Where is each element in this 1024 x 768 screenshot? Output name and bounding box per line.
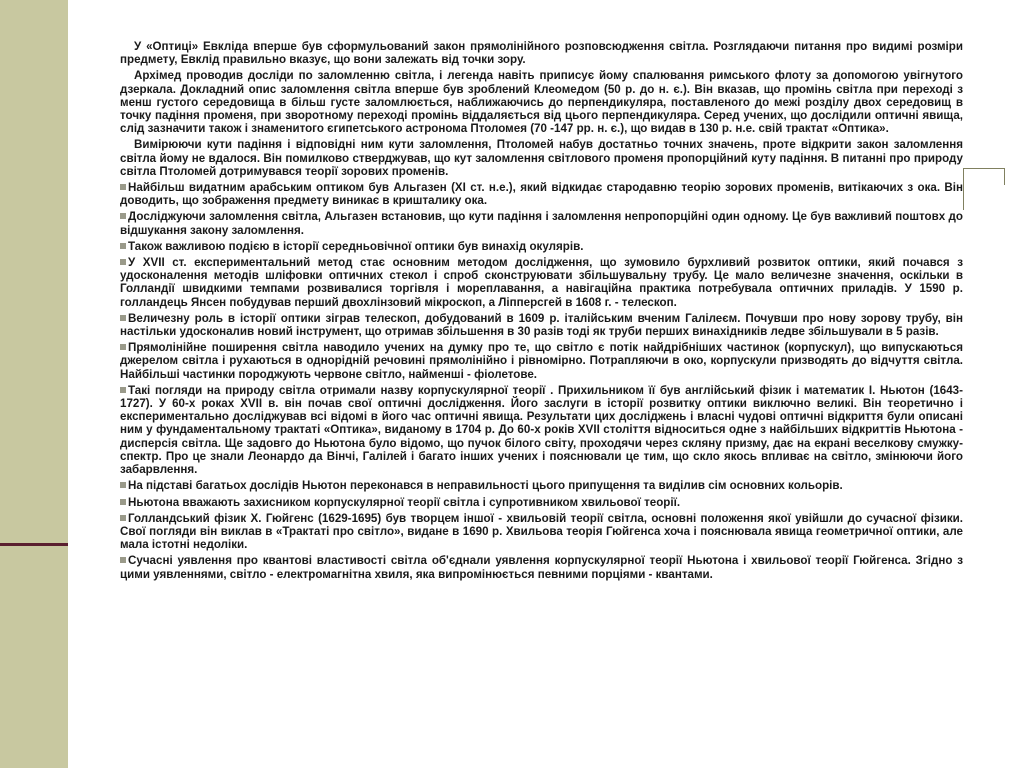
paragraph-text: Вимірюючи кути падіння і відповідні ним кути заломлення, Птоломей набув достатньо точних значень, проте відкрити закон заломлення світла йому не вдалося. Він помилково стверджував, що кут заломлення світлового променя пропорційний куту падіння. В питанні про природу світла Птоломей дотримувався теорії зорових променів. (120, 138, 963, 178)
bullet-item-galileo (120, 312, 963, 338)
bullet-text: Найбільш видатним арабським оптиком був Альгазен (XI ст. н.е.), який відкидає стародавню теорію зорових променів, витікаючих з ока. Він доводить, що зображення предмету виникає в кришталику ока. (120, 181, 963, 208)
bullet-item-refraction (120, 210, 963, 236)
square-bullet-icon (120, 344, 126, 350)
square-bullet-icon (120, 557, 126, 563)
square-bullet-icon (120, 243, 126, 249)
bullet-item-corpuscles (120, 341, 963, 381)
paragraph-text: У «Оптиці» Евкліда вперше був сформульований закон прямолінійного розповсюдження світла. Розглядаючи питання про видимі розміри предмету, Евклід правильно вказує, що вони залежать від точки зору. (120, 40, 963, 67)
band-divider-line (0, 543, 68, 546)
bullet-item-xvii (120, 256, 963, 309)
square-bullet-icon (120, 315, 126, 321)
bullet-item-huygens (120, 512, 963, 552)
bullet-text: Такі погляди на природу світла отримали назву корпускулярної теорії . Прихильником її був англійський фізик і математик І. Ньютон (1643-1727). У 60-х роках XVII в. він почав свої оптичні дослідження. Його заслуги в історії розвитку оптики виключно великі. Він теоретично і експериментально досліджував всі відомі в його час оптичні явища. Результати цих досліджень і власні чудові оптичні відкриття були описані ним у фундаментальному трактаті «Оптика», виданому в 1704 р. До 60-х років XVII століття відноситься одне з найбільших відкриттів Ньютона - дисперсія світла. Ще задовго до Ньютона було відомо, що пучок білого світу, проходячи через скляну призму, дає на екрані веселкову смужку-спектр. Про це знали Леонардо да Вінчі, Галілей і багато інших учених і пояснювали це тим, що скло якось впливає на світло, змінюючи його забарвлення. (120, 383, 963, 477)
square-bullet-icon (120, 213, 126, 219)
bullet-item-quantum (120, 554, 963, 580)
square-bullet-icon (120, 515, 126, 521)
square-bullet-icon (120, 482, 126, 488)
bullet-item-glasses (120, 240, 963, 253)
bullet-text: Прямолінійне поширення світла наводило учених на думку про те, що світло є потік найдрібніших частинок (корпускул), що випускаються джерелом світла і рухаються в однорідній речовині прямолінійно і рівномірно. Потрапляючи в око, корпускули призводять до відчуття світла. Найбільші частинки породжують червоне світло, найменші - фіолетове. (120, 341, 963, 381)
bullet-item-alhazen (120, 181, 963, 207)
left-decorative-band (0, 0, 68, 768)
bullet-text: На підставі багатьох дослідів Ньютон переконався в неправильності цього припущення та виділив сім основних кольорів. (128, 479, 843, 493)
paragraph-ptolemy (120, 138, 963, 178)
square-bullet-icon (120, 499, 126, 505)
paragraph-archimedes (120, 69, 963, 135)
bullet-text: Сучасні уявлення про квантові властивості світла об'єднали уявлення корпускулярної теорії Ньютона і хвильової теорії Гюйгенса. Згідно з цими уявленнями, світло - електромагнітна хвиля, яка випромінюється певними порціями - квантами. (120, 554, 963, 581)
bullet-text: Ньютона вважають захисником корпускулярної теорії світла і супротивником хвильової теорії. (128, 495, 681, 509)
decorative-frame (964, 168, 1005, 185)
bullet-text: Також важливою подією в історії середньовічної оптики був винахід окулярів. (128, 239, 584, 253)
paragraph-text: Архімед проводив досліди по заломленню світла, і легенда навіть приписує йому спалювання римського флоту за допомогою увігнутого дзеркала. Докладний опис заломлення світла вперше був зроблений Клеомедом (50 р. до н. є.). Він вказав, що промінь світла при переході з менш густого середовища в більш густе заломлюється, наближаючись до перпендикуляра, поставленого до межі розділу двох середовищ в точку падіння променя, при зворотному переході промінь віддаляється від цього перпендикуляра. Серед учених, що дослідили оптичні явища, слід зазначити також і знаменитого єгипетського астронома Птоломея (70 -147 рр. н. є.), що видав в 130 р. н.е. свій трактат «Оптика». (120, 69, 963, 136)
bullet-text: У XVII ст. експериментальний метод стає основним методом дослідження, що зумовило бурхливий розвиток оптики, який почався з удосконалення методів шліфовки оптичних стекол і спроб сконструювати збільшувальну трубу. Це мало величезне значення, оскільки в Голландії швидкими темпами розвивалися торгівля і мореплавання, а навігаційна практика потребувала оптичних приладів. У 1590 р. голландець Янсен побудував перший двохлінзовий мікроскоп, а Ліпперсгей в 1608 г. - телескоп. (120, 256, 963, 309)
bullet-item-seven-colors (120, 479, 963, 492)
square-bullet-icon (120, 387, 126, 393)
bullet-item-newton (120, 384, 963, 476)
paragraph-euclid (120, 40, 963, 66)
square-bullet-icon (120, 184, 126, 190)
square-bullet-icon (120, 259, 126, 265)
bullet-text: Голландський фізик Х. Гюйгенс (1629-1695) був творцем іншої - хвильовій теорії світла, основні положення якої увійшли до сучасної фізики. Свої погляди він виклав в «Трактаті про світло», видане в 1690 р. Хвильова теорія Гюйгенса хоча і пояснювала явища геометричної оптики, але мала істотні недоліки. (120, 511, 963, 552)
bullet-text: Величезну роль в історії оптики зіграв телескоп, добудований в 1609 р. італійським вченим Галілеєм. Почувши про нову зорову трубу, він настільки удосконалив новий інструмент, що отримав збільшення в 30 разів тоді як труби перших винахідників ледве збільшували в 5 разів. (120, 311, 963, 339)
document-body (120, 40, 963, 584)
bullet-item-newton-defender (120, 496, 963, 509)
bullet-text: Досліджуючи заломлення світла, Альгазен встановив, що кути падіння і заломлення непропорційні один одному. Це був важливий поштовх до відшукання закону заломлення. (120, 210, 963, 237)
